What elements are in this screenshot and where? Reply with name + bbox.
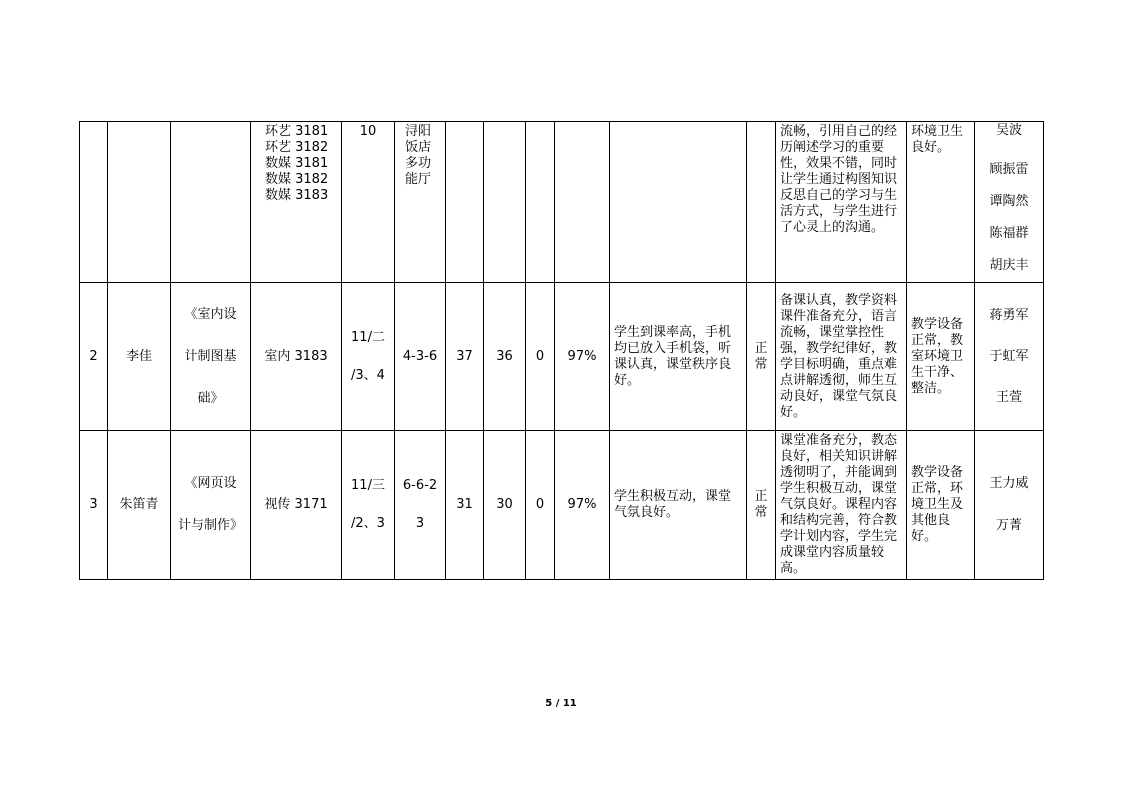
teaching-comment-cell: 课堂准备充分，教态良好，相关知识讲解透彻明了，并能调到学生积极互动，课堂气氛良好。课程内容和结构完善，符合教学计划内容，学生完成课堂内容质量较高。 [776,431,907,580]
inspection-table [79,121,1044,580]
status-cell [747,122,776,283]
time-line: /2、3 [351,516,385,531]
actual-count-cell [484,122,526,283]
inspector-cell [975,122,1044,283]
course-line: 计制图基 [184,348,237,364]
teacher-cell: 李佳 [108,283,171,431]
course-cell [171,431,251,580]
teaching-comment-cell: 流畅，引用自己的经历阐述学习的重要性，效果不错，同时让学生通过构图知识反思自己的学习与生活方式，与学生进行了心灵上的沟通。 [776,122,907,283]
student-comment-cell: 学生到课率高，手机均已放入手机袋，听课认真，课堂秩序良好。 [610,283,747,431]
table-row [80,283,1044,431]
index-cell [80,122,108,283]
place-cell [395,122,446,283]
time-line: 11/二 [351,329,385,345]
class-line: 环艺 3181 [265,124,329,139]
class-line: 数媒 3182 [265,172,329,187]
inspector-name: 胡庆丰 [989,258,1029,273]
expected-count-cell: 31 [446,431,484,580]
teacher-cell: 朱笛青 [108,431,171,580]
environment-cell: 教学设备正常，环境卫生及其他良好。 [907,431,975,580]
course-line: 《室内设 [184,306,237,322]
environment-cell: 环境卫生良好。 [907,122,975,283]
inspector-name: 谭陶然 [989,194,1029,209]
status-char: 正 [754,489,768,504]
status-char: 常 [754,505,768,520]
time-cell [342,431,395,580]
class-line: 环艺 3182 [265,140,329,155]
place-cell: 4-3-6 [395,283,446,431]
place-line: 饭店 [405,140,432,155]
place-line: 能厅 [405,172,432,187]
place-line: 多功 [405,156,432,171]
status-char: 常 [754,356,768,372]
inspector-name: 吴波 [995,123,1022,138]
actual-count-cell: 36 [484,283,526,431]
course-line: 计与制作》 [177,518,243,533]
time-cell [342,122,395,283]
class-cell: 视传 3171 [251,431,342,580]
teacher-cell [108,122,171,283]
course-cell [171,122,251,283]
index-cell: 3 [80,431,108,580]
absent-count-cell: 0 [526,431,555,580]
rate-cell: 97% [555,283,610,431]
time-cell [342,283,395,431]
inspector-name: 万菁 [995,518,1022,533]
inspector-cell [975,431,1044,580]
time-line: 11/三 [351,478,385,493]
absent-count-cell: 0 [526,283,555,431]
table-row [80,122,1044,283]
absent-count-cell [526,122,555,283]
time-line: /3、4 [351,367,385,383]
class-line: 数媒 3183 [265,188,329,203]
course-line: 《网页设 [184,476,237,491]
course-cell [171,283,251,431]
table-row [80,431,1044,580]
actual-count-cell: 30 [484,431,526,580]
student-comment-cell: 学生积极互动，课堂气氛良好。 [610,431,747,580]
inspector-name: 陈福群 [989,226,1029,241]
status-char: 正 [754,340,768,356]
page-number: 5 / 11 [545,698,577,709]
index-cell: 2 [80,283,108,431]
class-line: 数媒 3181 [265,156,329,171]
inspector-name: 于虹军 [989,349,1029,364]
environment-cell: 教学设备正常，教室环境卫生干净、整洁。 [907,283,975,431]
expected-count-cell: 37 [446,283,484,431]
place-line: 浔阳 [405,124,432,139]
student-comment-cell [610,122,747,283]
class-cell: 室内 3183 [251,283,342,431]
place-line: 6-6-2 [402,478,438,493]
inspector-name: 王力威 [989,476,1029,491]
place-cell [395,431,446,580]
inspector-name: 王萱 [995,390,1022,405]
course-line: 础》 [197,390,224,406]
place-line: 3 [415,516,425,531]
rate-cell [555,122,610,283]
time-line: 10 [359,124,377,139]
inspector-cell [975,283,1044,431]
inspector-name: 蒋勇军 [989,308,1029,323]
teaching-comment-cell: 备课认真，教学资料课件准备充分，语言流畅，课堂掌控性强，教学纪律好，教学目标明确，重点难点讲解透彻，师生互动良好，课堂气氛良好。 [776,283,907,431]
status-cell [747,431,776,580]
rate-cell: 97% [555,431,610,580]
expected-count-cell [446,122,484,283]
inspector-name: 顾振雷 [989,162,1029,177]
status-cell [747,283,776,431]
class-cell [251,122,342,283]
